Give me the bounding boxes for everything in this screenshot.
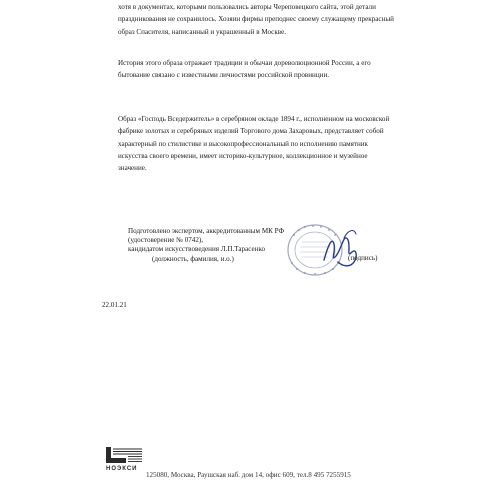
paragraph-line: образ Спасителя, написанный и украшенный в Москве. [118,27,287,36]
signature-label: (подпись) [348,254,378,262]
paragraph-line: искусства своего времени, имеет историко-культурное, коллекционное и музейное [118,151,368,160]
paragraph-line: История этого образа отражает традиции и обычаи дореволюционной России, а его [118,59,371,67]
logo-text: НОЭКСИ [106,466,138,472]
paragraph-1 [118,1,394,38]
signature-line: Подготовлено экспертом, аккредитованным МК РФ [128,227,285,235]
document-date: 22.01.21 [102,301,127,309]
signature-line: (удостоверение № 0742), [128,236,204,245]
paragraph-2 [118,57,380,82]
paragraph-line: значение. [118,164,147,173]
company-logo-icon [104,443,144,479]
signature-line: кандидатом искусствоведения Л.П.Тарасенко [128,245,266,254]
paragraph-3 [118,113,390,174]
footer-address: 125080, Москва, Раушская наб. дом 14, офис 609, тел.8 495 7255915 [146,471,351,479]
paragraph-line: фабрике золотых и серебряных изделий Торгового дома Захаровых, представляет собой [118,127,384,136]
signature-line: (должность, фамилия, и.о.) [152,254,234,263]
signature-block [128,227,284,264]
paragraph-line: хотя в документах, которыми пользовались авторы Череповецкого сайта, этой детали [118,3,376,11]
paragraph-line: Образ «Господь Вседержитель» в серебряном окладе 1894 г., исполненном на московской [118,115,390,123]
paragraph-line: характерный по стилистике и высокопрофессиональный по исполнению памятник [118,139,368,148]
paragraph-line: бытование связано с известными личностями российской провинции. [118,71,330,80]
paragraph-line: праздникования не сохранилось. Хозяин фирмы преподнес своему служащему прекрасный [118,15,394,24]
handwritten-signature-icon [318,226,366,270]
